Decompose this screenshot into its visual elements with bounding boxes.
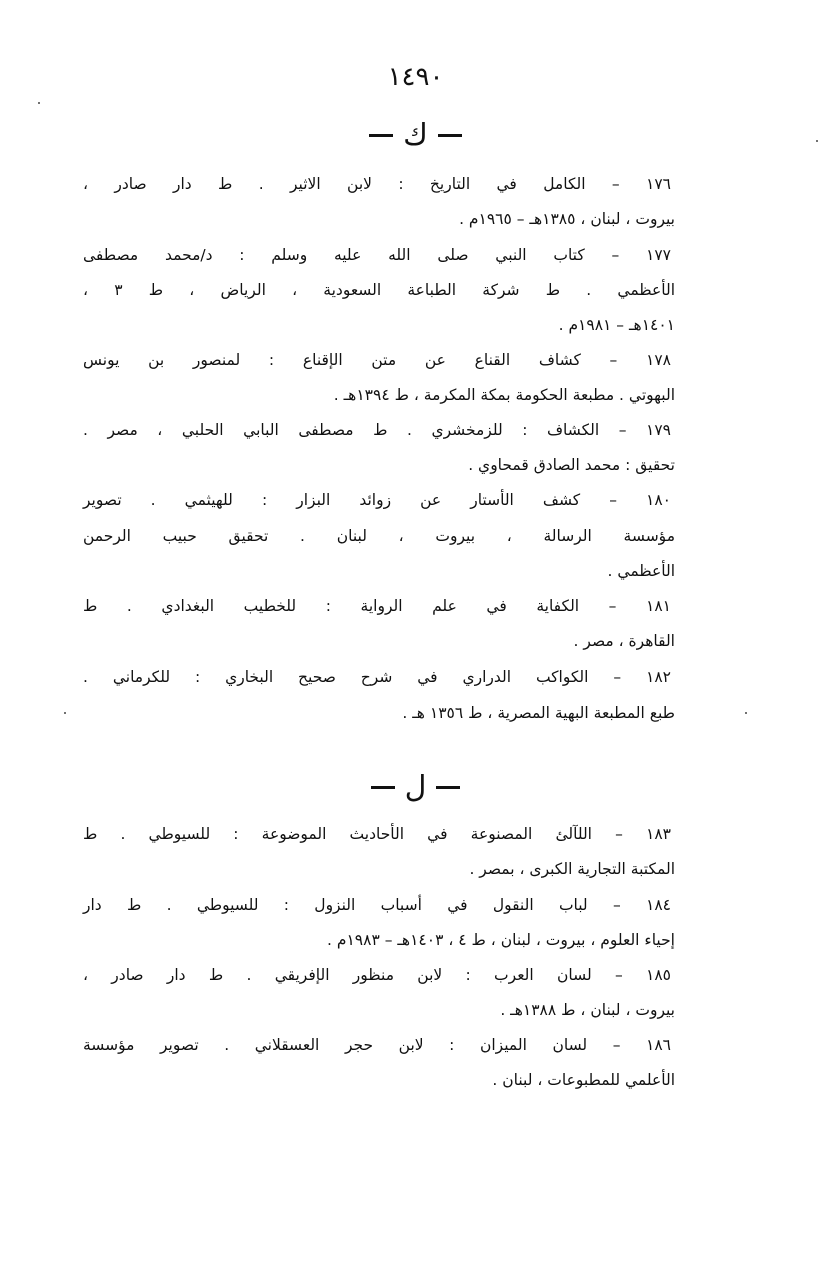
entry-line: ١٨٠ – كشف الأستار عن زوائد البزار : للهيثمي . تصوير [83,491,671,509]
section-heading-kaf [0,118,831,153]
entry-line: مؤسسة الرسالة ، بيروت ، لبنان . تحقيق حبيب الرحمن [83,527,675,545]
heading-dash [436,786,460,789]
page-number: ١٤٩٠ [387,62,444,92]
entry-line: بيروت ، لبنان ، ط ١٣٨٨هـ . [500,1001,675,1019]
entry-line: ١٨٣ – اللآلئ المصنوعة في الأحاديث الموضوعة : للسيوطي . ط [83,825,671,843]
entry-line: ١٨٥ – لسان العرب : لابن منظور الإفريقي . ط دار صادر ، [83,966,671,984]
entry-line: ١٧٦ – الكامل في التاريخ : لابن الاثير . ط دار صادر ، [83,175,671,193]
entry-line: الأعلمي للمطبوعات ، لبنان . [492,1071,675,1089]
entry-line: الأعظمي . [607,562,675,580]
entry-line: إحياء العلوم ، بيروت ، لبنان ، ط ٤ ، ١٤٠٣هـ – ١٩٨٣م . [327,931,675,949]
section-letter: ك [403,118,428,153]
entry-line: ١٧٨ – كشاف القناع عن متن الإقناع : لمنصور بن يونس [83,351,671,369]
entry-line: تحقيق : محمد الصادق قمحاوي . [468,456,675,474]
section-letter: ل [404,770,427,805]
heading-dash [371,786,395,789]
entry-line: بيروت ، لبنان ، ١٣٨٥هـ – ١٩٦٥م . [459,210,675,228]
entry-line: طبع المطبعة البهية المصرية ، ط ١٣٥٦ هـ . [402,704,675,722]
entry-line: المكتبة التجارية الكبرى ، بمصر . [469,860,675,878]
scan-speck [38,102,40,104]
entry-line: ١٨٤ – لباب النقول في أسباب النزول : للسيوطي . ط دار [83,896,671,914]
heading-dash [438,134,462,137]
entry-line: الأعظمي . ط شركة الطباعة السعودية ، الرياض ، ط ٣ ، [83,281,675,299]
entry-line: ١٨١ – الكفاية في علم الرواية : للخطيب البغدادي . ط [83,597,671,615]
heading-dash [369,134,393,137]
scan-speck [64,712,66,714]
scan-speck [745,712,747,714]
entry-line: القاهرة ، مصر . [573,632,675,650]
entry-line: ١٤٠١هـ – ١٩٨١م . [558,316,675,334]
section-heading-lam [0,770,831,805]
entry-line: ١٧٩ – الكشاف : للزمخشري . ط مصطفى البابي الحلبي ، مصر . [83,421,671,439]
entry-line: ١٨٦ – لسان الميزان : لابن حجر العسقلاني . تصوير مؤسسة [83,1036,671,1054]
entry-line: ١٨٢ – الكواكب الدراري في شرح صحيح البخاري : للكرماني . [83,668,671,686]
entry-line: البهوتي . مطبعة الحكومة بمكة المكرمة ، ط ١٣٩٤هـ . [333,386,675,404]
scan-speck [816,140,818,142]
entry-line: ١٧٧ – كتاب النبي صلى الله عليه وسلم : د/محمد مصطفى [83,246,671,264]
